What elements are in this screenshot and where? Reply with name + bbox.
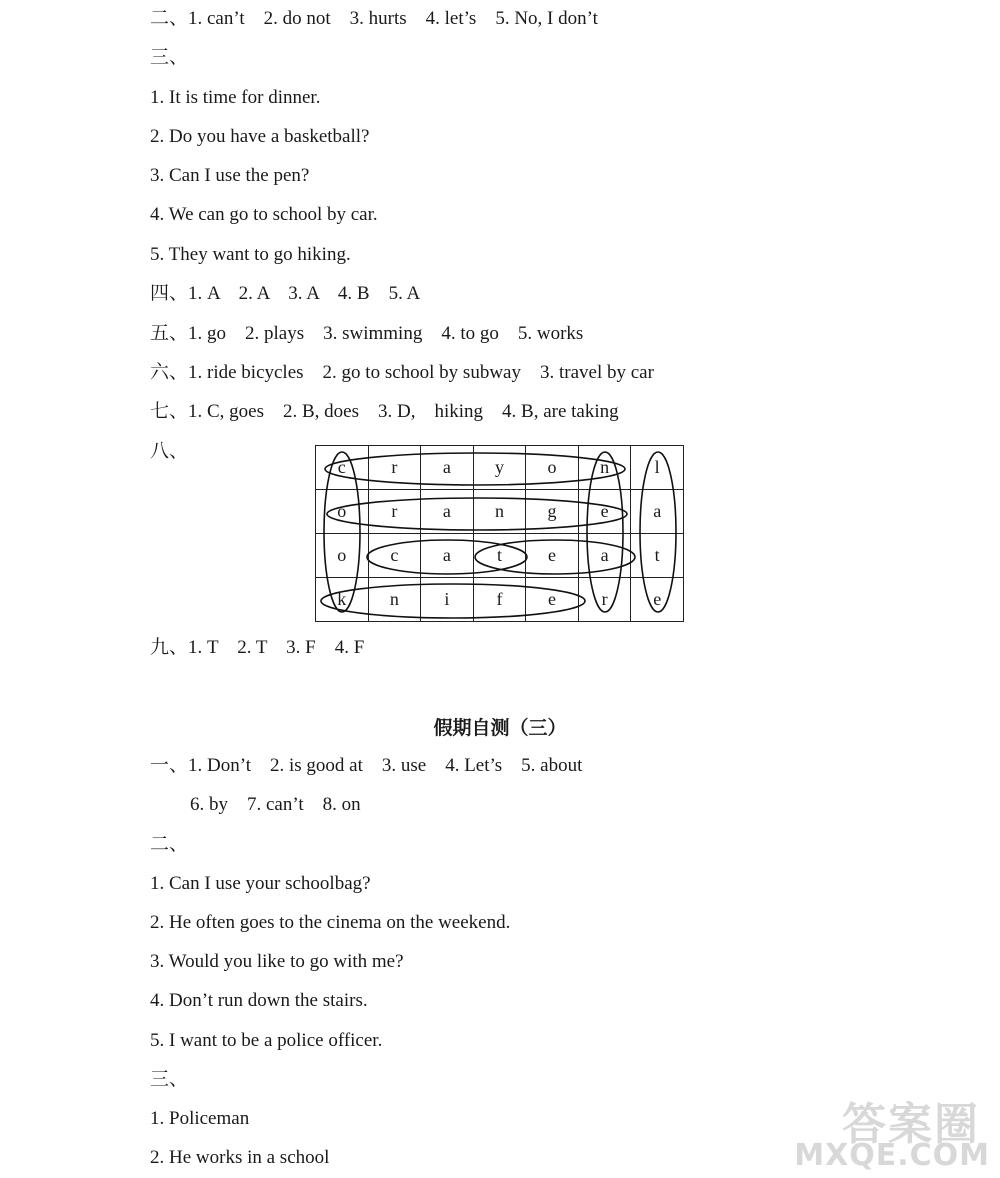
sentence-1: 1. It is time for dinner. bbox=[150, 87, 321, 108]
test3-answer-2: 2. He works in a school bbox=[150, 1147, 330, 1168]
sentence-4: 4. We can go to school by car. bbox=[150, 204, 378, 225]
test3-sentence-1: 1. Can I use your schoolbag? bbox=[150, 873, 371, 894]
grid-cell: t bbox=[631, 534, 684, 578]
grid-row bbox=[316, 534, 684, 578]
grid-cell: c bbox=[368, 534, 421, 578]
watermark-logo-text: 答案圈 bbox=[842, 1099, 980, 1150]
test3-sentence-3: 3. Would you like to go with me? bbox=[150, 951, 404, 972]
grid-cell: r bbox=[368, 446, 421, 490]
line-er: 二、1. can’t 2. do not 3. hurts 4. let’s 5. No, I don’t bbox=[150, 8, 598, 29]
grid-cell: i bbox=[421, 578, 474, 622]
grid-row bbox=[316, 490, 684, 534]
line-liu: 六、1. ride bicycles 2. go to school by subway 3. travel by car bbox=[150, 362, 654, 383]
test3-sentence-2: 2. He often goes to the cinema on the weekend. bbox=[150, 912, 511, 933]
grid-cell: y bbox=[473, 446, 526, 490]
test3-answer-1: 1. Policeman bbox=[150, 1108, 250, 1129]
ba-header: 八、 bbox=[150, 441, 189, 462]
test3-yi-line1: 一、1. Don’t 2. is good at 3. use 4. Let’s 5. about bbox=[150, 755, 583, 776]
test3-yi-line2: 6. by 7. can’t 8. on bbox=[190, 794, 361, 815]
grid-cell: g bbox=[526, 490, 579, 534]
grid-cell: n bbox=[578, 446, 631, 490]
grid-cell: k bbox=[316, 578, 369, 622]
grid-cell: l bbox=[631, 446, 684, 490]
grid-cell: n bbox=[473, 490, 526, 534]
grid-cell: o bbox=[526, 446, 579, 490]
watermark bbox=[794, 1088, 990, 1173]
grid-cell: a bbox=[421, 534, 474, 578]
sentence-5: 5. They want to go hiking. bbox=[150, 244, 351, 265]
grid-cell: e bbox=[526, 578, 579, 622]
test3-san-header: 三、 bbox=[150, 1069, 189, 1090]
test3-er-header: 二、 bbox=[150, 834, 189, 855]
grid-row bbox=[316, 446, 684, 490]
grid-cell: a bbox=[421, 490, 474, 534]
grid-cell: a bbox=[631, 490, 684, 534]
line-jiu: 九、1. T 2. T 3. F 4. F bbox=[150, 637, 365, 658]
test3-sentence-5: 5. I want to be a police officer. bbox=[150, 1030, 383, 1051]
grid-cell: e bbox=[578, 490, 631, 534]
line-si: 四、1. A 2. A 3. A 4. B 5. A bbox=[150, 283, 421, 304]
line-qi: 七、1. C, goes 2. B, does 3. D, hiking 4. B, are taking bbox=[150, 401, 619, 422]
grid-cell: r bbox=[578, 578, 631, 622]
line-wu: 五、1. go 2. plays 3. swimming 4. to go 5. works bbox=[150, 323, 584, 344]
grid-cell: t bbox=[473, 534, 526, 578]
watermark-url: MXQE.COM bbox=[794, 1138, 990, 1173]
sentence-3: 3. Can I use the pen? bbox=[150, 165, 310, 186]
test3-sentence-4: 4. Don’t run down the stairs. bbox=[150, 990, 368, 1011]
grid-cell: e bbox=[526, 534, 579, 578]
grid-cell: a bbox=[578, 534, 631, 578]
san-header: 三、 bbox=[150, 47, 189, 68]
grid-cell: r bbox=[368, 490, 421, 534]
section-title: 假期自测（三） bbox=[433, 717, 567, 739]
grid-cell: c bbox=[316, 446, 369, 490]
grid-cell: o bbox=[316, 534, 369, 578]
grid-cell: e bbox=[631, 578, 684, 622]
grid-cell: o bbox=[316, 490, 369, 534]
grid-cell: a bbox=[421, 446, 474, 490]
grid-cell: n bbox=[368, 578, 421, 622]
grid-cell: f bbox=[473, 578, 526, 622]
grid-row bbox=[316, 578, 684, 622]
sentence-2: 2. Do you have a basketball? bbox=[150, 126, 370, 147]
word-search-grid bbox=[315, 445, 684, 619]
